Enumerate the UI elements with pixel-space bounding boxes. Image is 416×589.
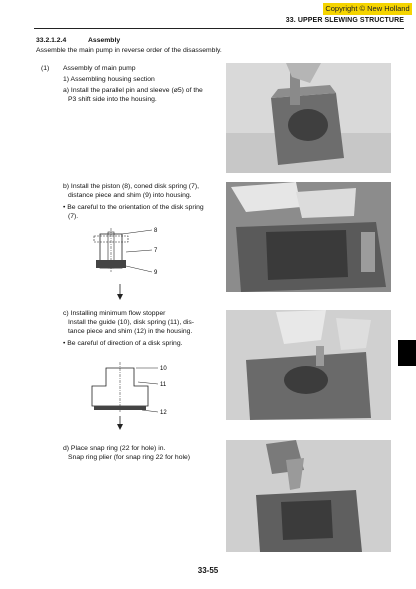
step-b-note2: (7).: [68, 213, 79, 220]
step-a-line2: P3 shift side into the housing.: [68, 96, 157, 103]
page-number: 33-55: [197, 566, 219, 575]
callout-9: 9: [154, 270, 158, 276]
intro-text: Assemble the main pump in reverse order of the disassembly.: [36, 47, 222, 54]
step-d-line1: d) Place snap ring (22 for hole) in.: [63, 445, 166, 452]
heading-title: Assembly: [88, 37, 121, 44]
callout-11: 11: [160, 382, 167, 388]
step1-title: Assembly of main pump: [63, 65, 136, 72]
heading-number: 33.2.1.2.4: [36, 37, 67, 44]
step-b-line2: distance piece and shim (9) into housing.: [68, 192, 192, 199]
section-tab: [398, 340, 416, 366]
photo-housing-pin: [226, 63, 391, 173]
photo-flow-stopper: [226, 310, 391, 420]
piston-diagram: [70, 222, 180, 302]
copyright-badge: Copyright © New Holland: [323, 3, 412, 15]
step-d-line2: Snap ring plier (for snap ring 22 for hole): [68, 454, 191, 461]
step-a-line1: a) Install the parallel pin and sleeve (ø5) of the: [63, 87, 203, 94]
callout-10: 10: [160, 366, 167, 372]
step-b-line1: b) Install the piston (8), coned disk spring (7),: [63, 183, 200, 190]
header-rule: [34, 28, 404, 29]
step1-subtitle: 1) Assembling housing section: [63, 76, 155, 83]
photo-snap-ring: [226, 440, 391, 552]
callout-7: 7: [154, 248, 158, 254]
minimum-flow-stopper-diagram: [78, 356, 188, 434]
step-c-line1: c) Installing minimum flow stopper: [63, 310, 166, 317]
callout-12: 12: [160, 410, 167, 416]
step-c-note: • Be careful of direction of a disk spring.: [63, 340, 183, 347]
step1-number: (1): [41, 65, 50, 72]
step-b-note1: • Be careful to the orientation of the disk spring: [63, 204, 204, 211]
section-header: 33. UPPER SLEWING STRUCTURE: [285, 17, 404, 24]
step-c-line2: Install the guide (10), disk spring (11), dis-: [68, 319, 195, 326]
callout-8: 8: [154, 228, 158, 234]
photo-piston-install: [226, 182, 391, 292]
step-c-line3: tance piece and shim (12) in the housing.: [68, 328, 193, 335]
